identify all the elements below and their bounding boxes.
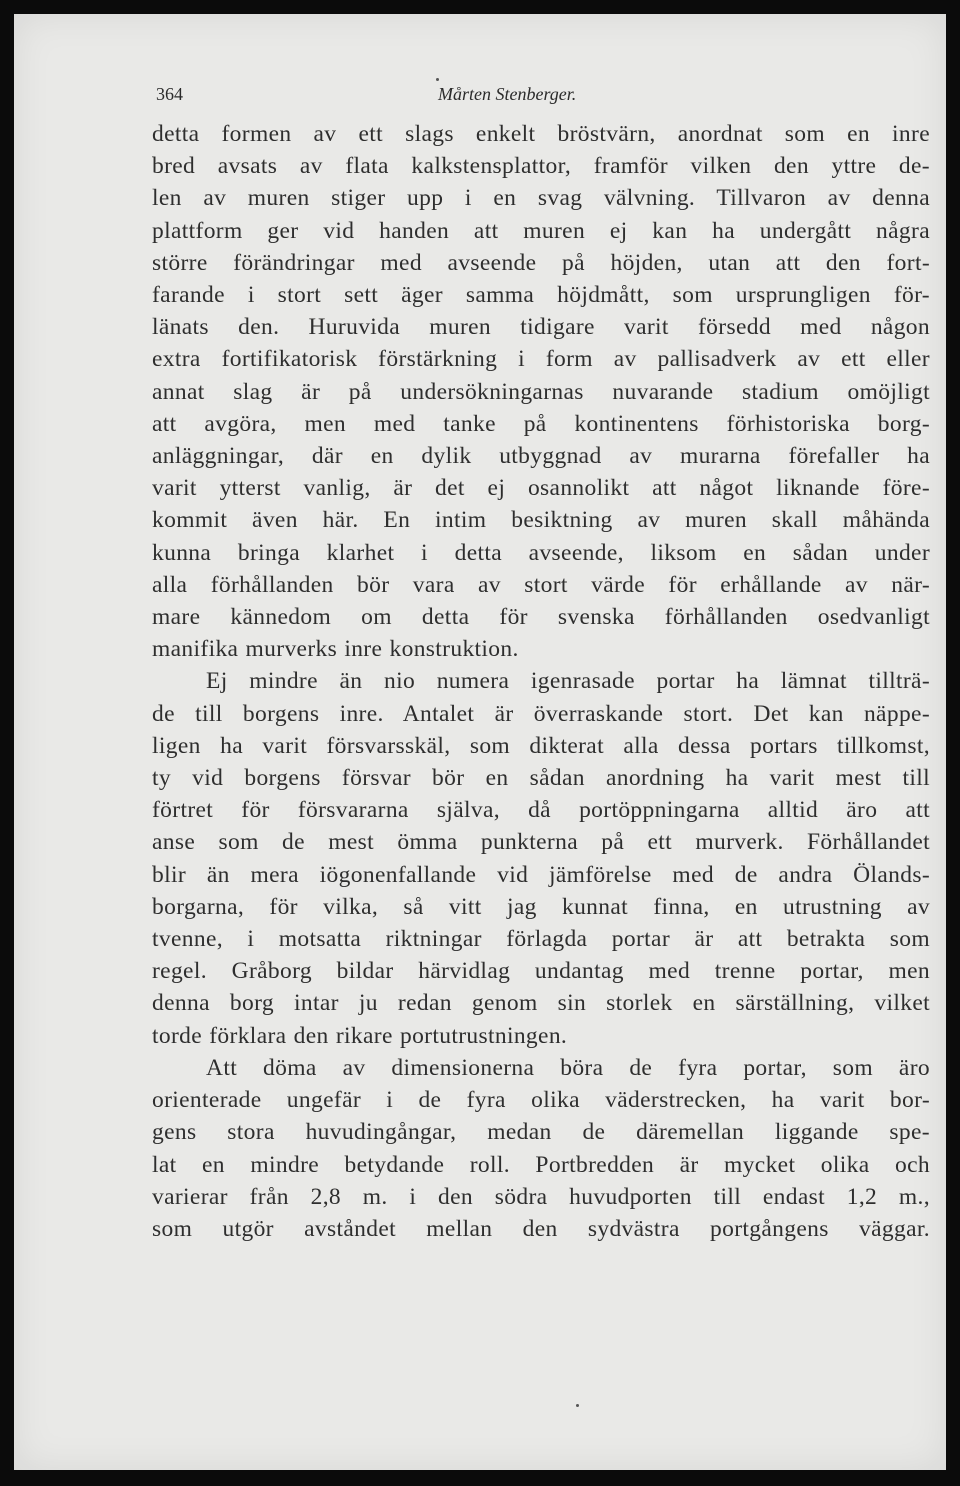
text-line: manifika murverks inre konstruktion. (152, 636, 519, 663)
text-line: extra fortifikatorisk förstärkning i form av pallisadverk av ett eller (152, 346, 930, 373)
text-line: alla förhållanden bör vara av stort värde för erhållande av när- (152, 571, 930, 598)
text-line: detta formen av ett slags enkelt bröstvärn, anordnat som en inre (152, 121, 930, 147)
text-line: bred avsats av flata kalkstensplattor, framför vilken den yttre de- (152, 153, 930, 180)
text-line: plattform ger vid handen att muren ej kan ha undergått några (152, 217, 930, 244)
text-line: farande i stort sett äger samma höjdmått, som ursprungligen för- (152, 282, 930, 309)
text-line: varit ytterst vanlig, är det ej osannolikt att något liknande före- (152, 475, 930, 502)
text-line: ligen ha varit försvarsskäl, som dikterat alla dessa portars tillkomst, (152, 732, 930, 759)
text-line: ty vid borgens försvar bör en sådan anordning ha varit mest till (152, 765, 930, 792)
text-line: de till borgens inre. Antalet är överraskande stort. Det kan näppe- (152, 700, 930, 727)
text-line: större förändringar med avseende på höjden, utan att den fort- (152, 249, 930, 276)
text-line: Ej mindre än nio numera igenrasade portar ha lämnat tillträ- (206, 668, 930, 695)
text-line: varierar från 2,8 m. i den södra huvudporten till endast 1,2 m., (152, 1183, 930, 1210)
text-line: gens stora huvudingångar, medan de däremellan liggande spe- (152, 1119, 930, 1146)
text-line: blir än mera iögonenfallande vid jämförelse med de andra Ölands- (152, 861, 930, 888)
text-line: tvenne, i motsatta riktningar förlagda portar är att betrakta som (152, 926, 930, 953)
text-line: annat slag är på undersökningarnas nuvarande stadium omöjligt (152, 378, 930, 405)
text-line: länats den. Huruvida muren tidigare varit försedd med någon (152, 314, 930, 341)
text-line: regel. Gråborg bildar härvidlag undantag med trenne portar, men (152, 958, 930, 985)
running-title: Mårten Stenberger. (438, 84, 577, 104)
text-line: kunna bringa klarhet i detta avseende, liksom en sådan under (152, 539, 930, 566)
running-header (156, 84, 922, 114)
text-line: kommit även här. En intim besiktning av muren skall måhända (152, 507, 930, 534)
text-line: torde förklara den rikare portutrustningen. (152, 1022, 568, 1049)
text-line: förtret för försvararna själva, då portöppningarna alltid äro att (152, 797, 930, 824)
text-line: orienterade ungefär i de fyra olika väderstrecken, ha varit bor- (152, 1087, 930, 1114)
body-text (152, 118, 930, 1245)
text-line: anse som de mest ömma punkterna på ett murverk. Förhållandet (152, 829, 930, 856)
text-line: Att döma av dimensionerna böra de fyra portar, som äro (206, 1054, 930, 1081)
page-number: 364 (156, 84, 183, 104)
text-line: mare kännedom om detta för svenska förhållanden osedvanligt (152, 604, 930, 631)
text-line: att avgöra, men med tanke på kontinentens förhistoriska borg- (152, 410, 930, 437)
dust-speck (576, 1404, 579, 1407)
text-line: borgarna, för vilka, så vitt jag kunnat finna, en utrustning av (152, 893, 930, 920)
text-line: anläggningar, där en dylik utbyggnad av murarna förefaller ha (152, 443, 930, 470)
text-line: len av muren stiger upp i en svag välvning. Tillvaron av denna (152, 185, 930, 212)
text-line: denna borg intar ju redan genom sin storlek en särställning, vilket (152, 990, 930, 1017)
text-line: som utgör avståndet mellan den sydvästra portgångens väggar. (152, 1215, 930, 1242)
text-line: lat en mindre betydande roll. Portbredden är mycket olika och (152, 1151, 930, 1178)
dust-speck (436, 78, 439, 81)
